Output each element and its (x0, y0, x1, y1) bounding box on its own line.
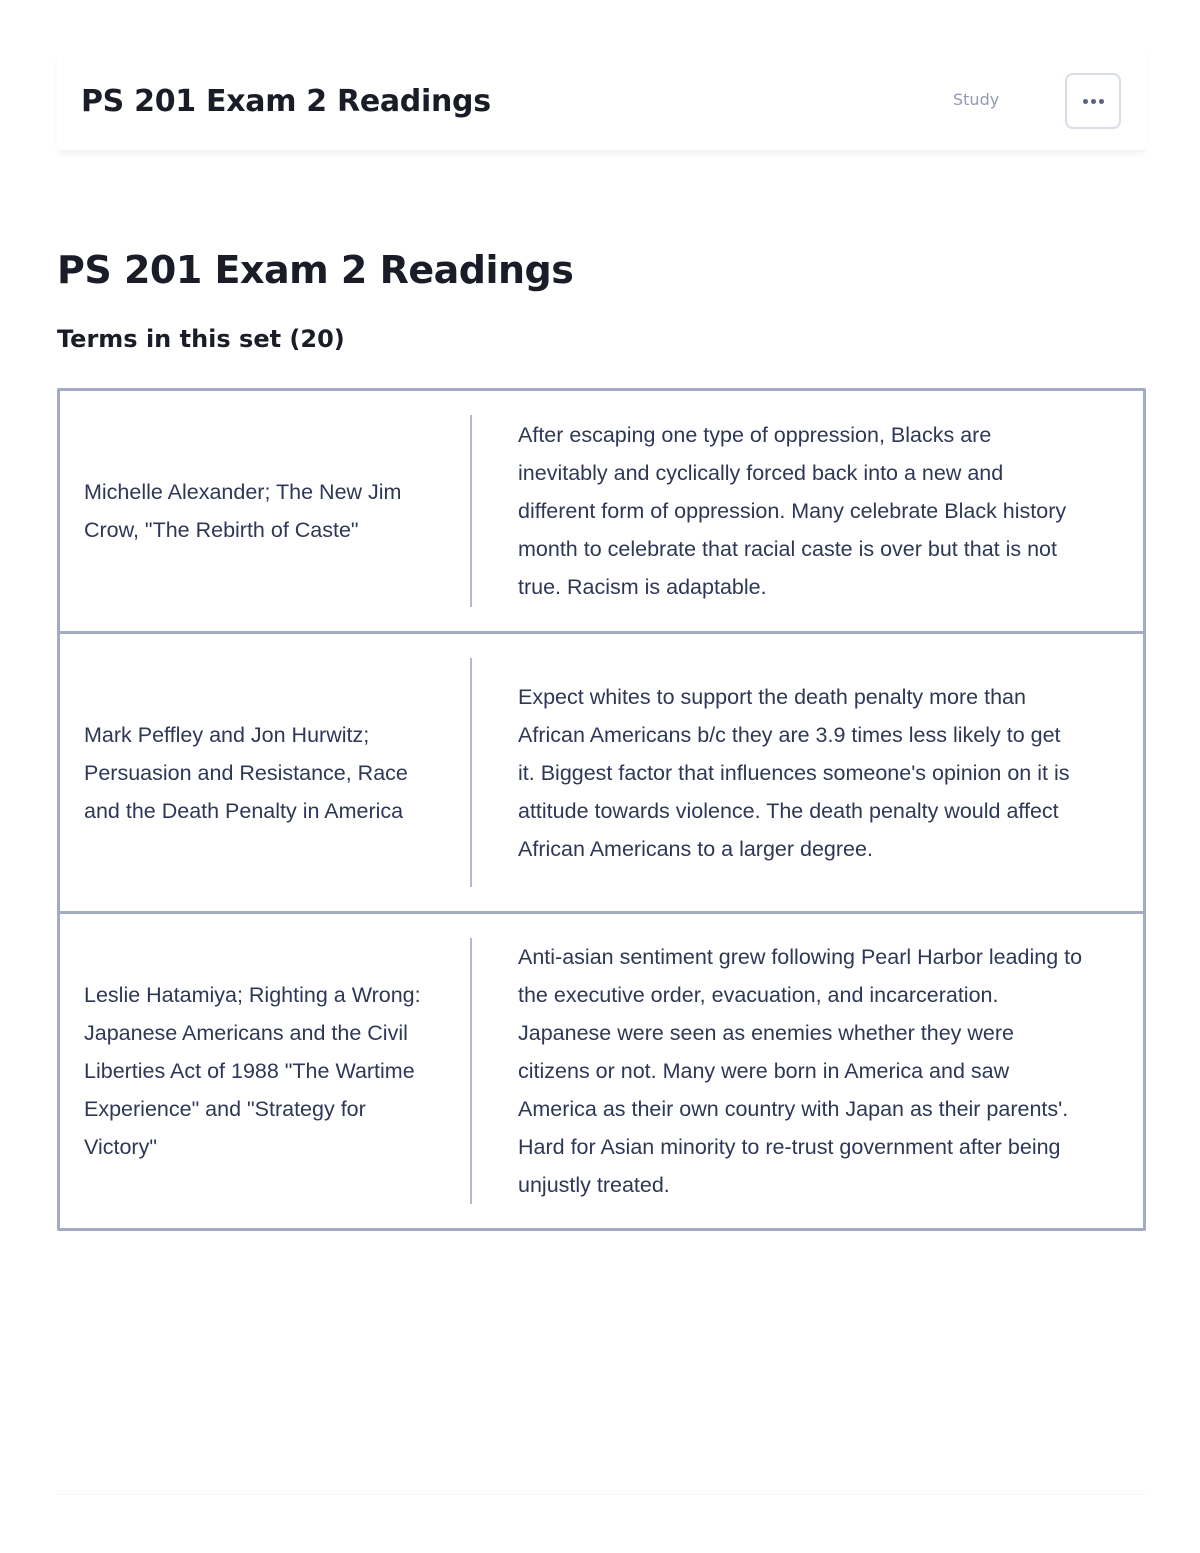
term-word-text: Michelle Alexander; The New Jim Crow, "The Rebirth of Caste" (84, 480, 402, 542)
term-word-text: Mark Peffley and Jon Hurwitz; Persuasion and Resistance, Race and the Death Penalty in America (84, 722, 408, 823)
term-row (60, 631, 1143, 911)
terms-heading: Terms in this set (20) (57, 325, 345, 353)
term-word (60, 415, 470, 607)
top-header (57, 48, 1146, 151)
study-link[interactable]: Study (953, 90, 1000, 109)
term-definition-text: Anti-asian sentiment grew following Pearl Harbor leading to the executive order, evacuation, and incarceration. Japanese were seen as enemies whether they were citizens or not. Many were born in America and saw America as their own country with Japan as their parents'. Hard for Asian minority to re-trust government after being unjustly treated. (518, 945, 1083, 1197)
term-row (60, 911, 1143, 1228)
term-definition-text: After escaping one type of oppression, Blacks are inevitably and cyclically forced back into a new and different form of oppression. Many celebrate Black history month to celebrate that racial caste is over but that is not true. Racism is adaptable. (518, 423, 1067, 599)
term-word (60, 658, 470, 887)
term-definition (472, 658, 1143, 887)
term-word-text: Leslie Hatamiya; Righting a Wrong: Japanese Americans and the Civil Liberties Act of 1988 "The Wartime Experience" and "Strategy for Victory" (84, 983, 421, 1159)
footer-divider (57, 1494, 1146, 1495)
page-title: PS 201 Exam 2 Readings (57, 248, 574, 292)
term-word (60, 938, 470, 1204)
term-definition (472, 938, 1143, 1204)
header-title: PS 201 Exam 2 Readings (81, 84, 491, 119)
term-row (60, 391, 1143, 631)
term-definition-text: Expect whites to support the death penalty more than African Americans b/c they are 3.9 times less likely to get it. Biggest factor that influences someone's opinion on it is attitude towards violence. The death penalty would affect African Americans to a larger degree. (518, 684, 1070, 861)
terms-list (57, 388, 1146, 1231)
term-definition (472, 415, 1143, 607)
more-options-button[interactable] (1065, 73, 1121, 129)
more-horizontal-icon (1083, 99, 1104, 104)
